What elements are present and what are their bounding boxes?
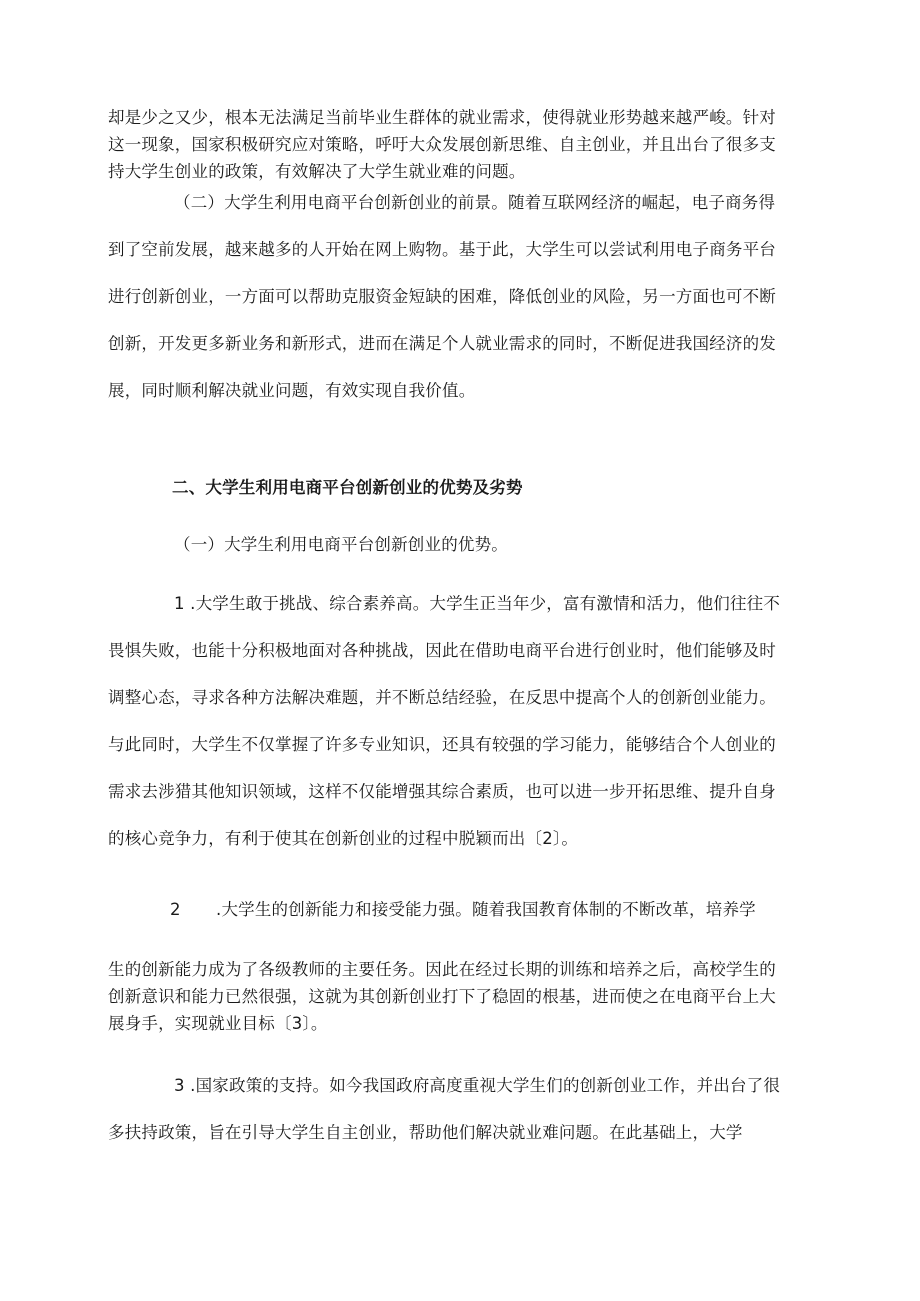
paragraph-first-line: [108, 898, 790, 922]
paragraph-text: 1 .大学生敢于挑战、综合素养高。大学生正当年少，富有激情和活力，他们往往不畏惧失败，也能十分积极地面对各种挑战，因此在借助电商平台进行创业时，他们能够及时调整心态，寻求各种方法解决难题，并不断总结经验，在反思中提高个人的创新创业能力。与此同时，大学生不仅掌握了许多专业知识，还具有较强的学习能力，能够结合个人创业的需求去涉猎其他知识领域，这样不仅能增强其综合素质，也可以进一步开拓思维、提升自身的核心竞争力，有利于使其在创新创业的过程中脱颖而出〔2〕。: [108, 594, 781, 848]
list-number: 2: [170, 900, 181, 919]
subsection-heading: （一）大学生利用电商平台创新创业的优势。: [174, 535, 508, 554]
paragraph-text: 生的创新能力成为了各级教师的主要任务。因此在经过长期的训练和培养之后，高校学生的创新意识和能力已然很强，这就为其创新创业打下了稳固的根基，进而使之在电商平台上大展身手，实现就业目标〔3〕。: [108, 960, 776, 1033]
section-heading: 二、大学生利用电商平台创新创业的优势及劣势: [172, 478, 523, 497]
paragraph-text: 却是少之又少，根本无法满足当前毕业生群体的就业需求，使得就业形势越来越严峻。针对这一现象，国家积极研究应对策略，呼吁大众发展创新思维、自主创业，并且出台了很多支持大学生创业的政策，有效解决了大学生就业难的问题。: [108, 108, 776, 181]
paragraph-text: （二）大学生利用电商平台创新创业的前景。随着互联网经济的崛起，电子商务得到了空前发展，越来越多的人开始在网上购物。基于此，大学生可以尝试利用电子商务平台进行创新创业，一方面可以帮助克服资金短缺的困难，降低创业的风险，另一方面也可不断创新，开发更多新业务和新形式，进而在满足个人就业需求的同时，不断促进我国经济的发展，同时顺利解决就业问题，有效实现自我价值。: [108, 193, 776, 400]
paragraph-line-text: .大学生的创新能力和接受能力强。随着我国教育体制的不断改革，培养学: [216, 900, 756, 919]
paragraph-text: 3 .国家政策的支持。如今我国政府高度重视大学生们的创新创业工作，并出台了很多扶持政策，旨在引导大学生自主创业，帮助他们解决就业难问题。在此基础上，大学: [108, 1076, 781, 1142]
